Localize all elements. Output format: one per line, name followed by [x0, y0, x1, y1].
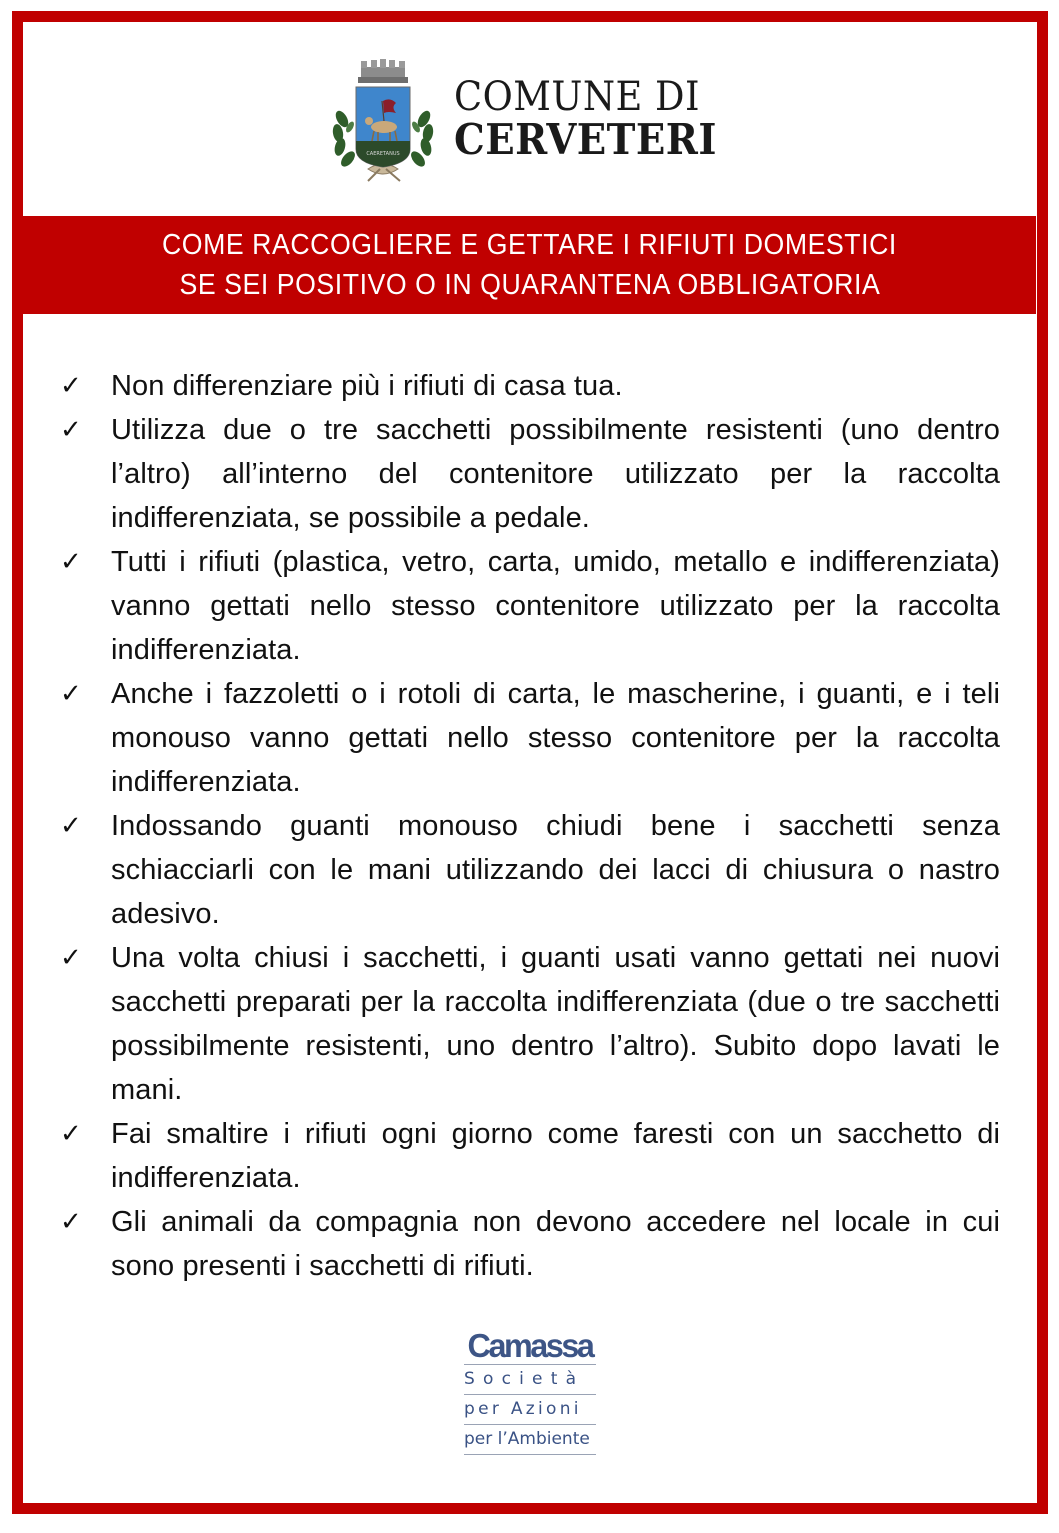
- coat-of-arms-icon: [328, 57, 438, 182]
- svg-text:CAERETANUS: CAERETANUS: [365, 150, 400, 157]
- list-item-text: Tutti i rifiuti (plastica, vetro, carta, umido, metallo e indifferenziata) vanno gettati nello stesso contenitore utilizzato per la raccolta indifferenziata.: [111, 546, 1000, 666]
- list-item: [56, 804, 1000, 936]
- list-item-text: Fai smaltire i rifiuti ogni giorno come faresti con un sacchetto di indifferenziata.: [111, 1118, 1000, 1194]
- municipality-line1: COMUNE DI: [453, 74, 700, 120]
- instructions-list: [56, 364, 1000, 1288]
- municipality-logo: [328, 57, 740, 182]
- title-line-2: SE SEI POSITIVO O IN QUARANTENA OBBLIGATORIA: [179, 269, 880, 301]
- checkmark-icon: ✓: [60, 415, 82, 445]
- list-item: [56, 1112, 1000, 1200]
- list-item-text: Gli animali da compagnia non devono accedere nel locale in cui sono presenti i sacchetti di rifiuti.: [111, 1206, 1000, 1282]
- list-item: [56, 1200, 1000, 1288]
- list-item: [56, 364, 1000, 408]
- company-name: Camassa: [467, 1327, 593, 1364]
- checkmark-icon: ✓: [60, 1119, 82, 1149]
- company-line-1: Società: [464, 1369, 585, 1389]
- list-item-text: Non differenziare più i rifiuti di casa tua.: [111, 370, 623, 402]
- list-item-text: Una volta chiusi i sacchetti, i guanti usati vanno gettati nei nuovi sacchetti preparati per la raccolta indifferenziata (due o tre sacchetti possibilmente resistenti, uno dentro l’altro). Subito dopo lavati le mani.: [111, 942, 1000, 1106]
- list-item: [56, 936, 1000, 1112]
- company-line-2: per Azioni: [464, 1399, 582, 1419]
- checkmark-icon: ✓: [60, 679, 82, 709]
- header: [23, 22, 1036, 216]
- list-item: [56, 408, 1000, 540]
- checkmark-icon: ✓: [60, 811, 82, 841]
- company-line-3: per l’Ambiente: [464, 1429, 590, 1449]
- checkmark-icon: ✓: [60, 943, 82, 973]
- list-item-text: Anche i fazzoletti o i rotoli di carta, le mascherine, i guanti, e i teli monouso vanno gettati nello stesso contenitore per la raccolta indifferenziata.: [111, 678, 1000, 798]
- divider: [464, 1454, 596, 1455]
- title-line-1: COME RACCOGLIERE E GETTARE I RIFIUTI DOMESTICI: [162, 229, 897, 261]
- checkmark-icon: ✓: [60, 1207, 82, 1237]
- title-banner: [23, 216, 1036, 314]
- checkmark-icon: ✓: [60, 547, 82, 577]
- list-item: [56, 540, 1000, 672]
- list-item: [56, 672, 1000, 804]
- municipality-line2: CERVETERI: [453, 115, 717, 164]
- list-item-text: Indossando guanti monouso chiudi bene i sacchetti senza schiacciarli con le mani utilizzando dei lacci di chiusura o nastro adesivo.: [111, 810, 1000, 930]
- checkmark-icon: ✓: [60, 371, 82, 401]
- list-item-text: Utilizza due o tre sacchetti possibilmente resistenti (uno dentro l’altro) all’interno del contenitore utilizzato per la raccolta indifferenziata, se possibile a pedale.: [111, 414, 1000, 534]
- municipality-name: [453, 74, 717, 164]
- company-logo: [464, 1328, 596, 1455]
